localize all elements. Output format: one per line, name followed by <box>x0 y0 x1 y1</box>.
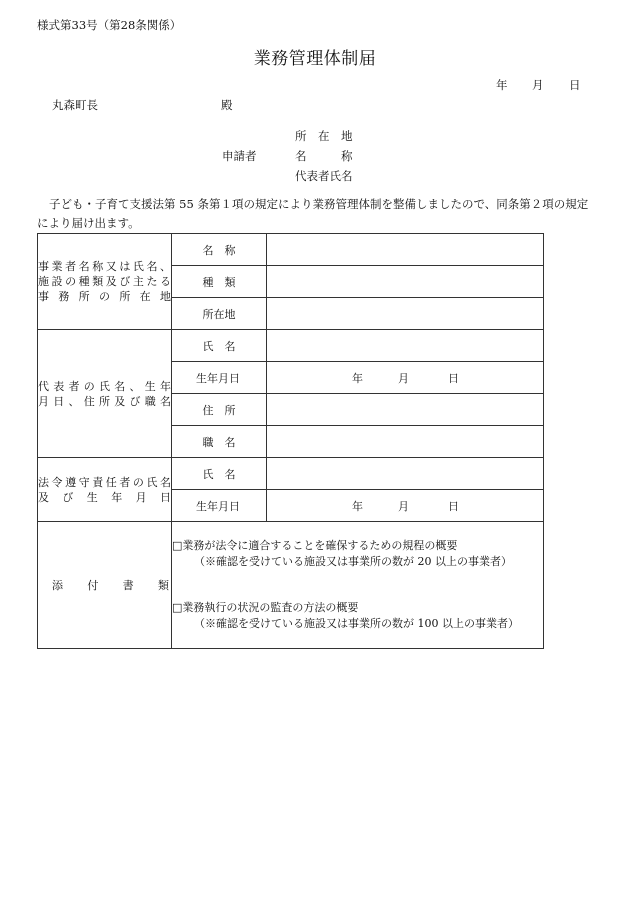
applicant-name-label: 名 称 <box>295 149 353 163</box>
field-label-rep-name: 氏 名 <box>172 330 267 362</box>
birthdate-month-label: 月 <box>398 500 409 513</box>
addressee-honorific: 殿 <box>221 98 233 112</box>
section-representative-label <box>38 330 172 458</box>
field-label-type: 種 類 <box>172 266 267 298</box>
applicant-label: 申請者 <box>222 149 257 163</box>
attachment-note: （※確認を受けている施設又は事業所の数が 20 以上の事業者） <box>194 555 512 568</box>
compliance-officer-name-field[interactable] <box>267 458 544 490</box>
attachments-label-char: 付 <box>87 579 99 592</box>
representative-birthdate-field[interactable] <box>267 362 544 394</box>
representative-address-field[interactable] <box>267 394 544 426</box>
attachments-label-char: 書 <box>122 579 134 592</box>
section-label-line: 事業者名称又は氏名、 <box>38 260 171 273</box>
section-attachments-label <box>38 522 172 649</box>
date-year-label: 年 <box>496 78 508 92</box>
date-day-label: 日 <box>569 78 581 92</box>
field-label-officer-birthdate: 生年月日 <box>172 490 267 522</box>
form-number: 様式第33号（第28条関係） <box>37 18 182 32</box>
field-label-rep-address: 住 所 <box>172 394 267 426</box>
field-label-location: 所在地 <box>172 298 267 330</box>
section-compliance-officer-label <box>38 458 172 522</box>
section-label-line: 及び生年月日 <box>38 490 171 504</box>
attachment-checkbox-compliance-rules[interactable]: □業務が法令に適合することを確保するための規程の概要 <box>172 539 458 552</box>
birthdate-month-label: 月 <box>398 372 409 385</box>
section-label-line: 月日、住所及び職名 <box>38 394 171 408</box>
business-location-field[interactable] <box>267 298 544 330</box>
attachments-checklist <box>172 522 544 649</box>
date-month-label: 月 <box>532 78 544 92</box>
attachments-label-char: 類 <box>157 579 169 592</box>
applicant-representative-label: 代表者氏名 <box>295 169 353 183</box>
field-label-rep-position: 職 名 <box>172 426 267 458</box>
representative-name-field[interactable] <box>267 330 544 362</box>
birthdate-year-label: 年 <box>352 372 363 385</box>
facility-type-field[interactable] <box>267 266 544 298</box>
section-label-line: 法令遵守責任者の氏名 <box>38 475 171 489</box>
attachment-checkbox-audit-method[interactable]: □業務執行の状況の監査の方法の概要 <box>172 601 359 614</box>
document-title: 業務管理体制届 <box>253 49 377 69</box>
field-label-name: 名 称 <box>172 234 267 266</box>
compliance-officer-birthdate-field[interactable] <box>267 490 544 522</box>
birthdate-day-label: 日 <box>448 500 459 513</box>
attachments-label-char: 添 <box>52 579 63 592</box>
section-label-line: 施設の種類及び主たる <box>38 275 171 288</box>
business-name-field[interactable] <box>267 234 544 266</box>
section-label-line: 代表者の氏名、生年 <box>38 379 171 393</box>
body-paragraph: 子ども・子育て支援法第 55 条第１項の規定により業務管理体制を整備しましたので、同条第２項の規定により届け出ます。 <box>37 197 589 230</box>
addressee-name: 丸森町長 <box>52 98 98 112</box>
section-label-line: 事務所の所在地 <box>38 290 171 303</box>
birthdate-day-label: 日 <box>448 372 459 385</box>
notification-form-table <box>37 233 544 649</box>
field-label-rep-birthdate: 生年月日 <box>172 362 267 394</box>
representative-position-field[interactable] <box>267 426 544 458</box>
section-business-info-label <box>38 234 172 330</box>
field-label-officer-name: 氏 名 <box>172 458 267 490</box>
attachment-note: （※確認を受けている施設又は事業所の数が 100 以上の事業者） <box>194 617 519 630</box>
applicant-address-label: 所 在 地 <box>295 129 353 143</box>
birthdate-year-label: 年 <box>352 500 363 513</box>
